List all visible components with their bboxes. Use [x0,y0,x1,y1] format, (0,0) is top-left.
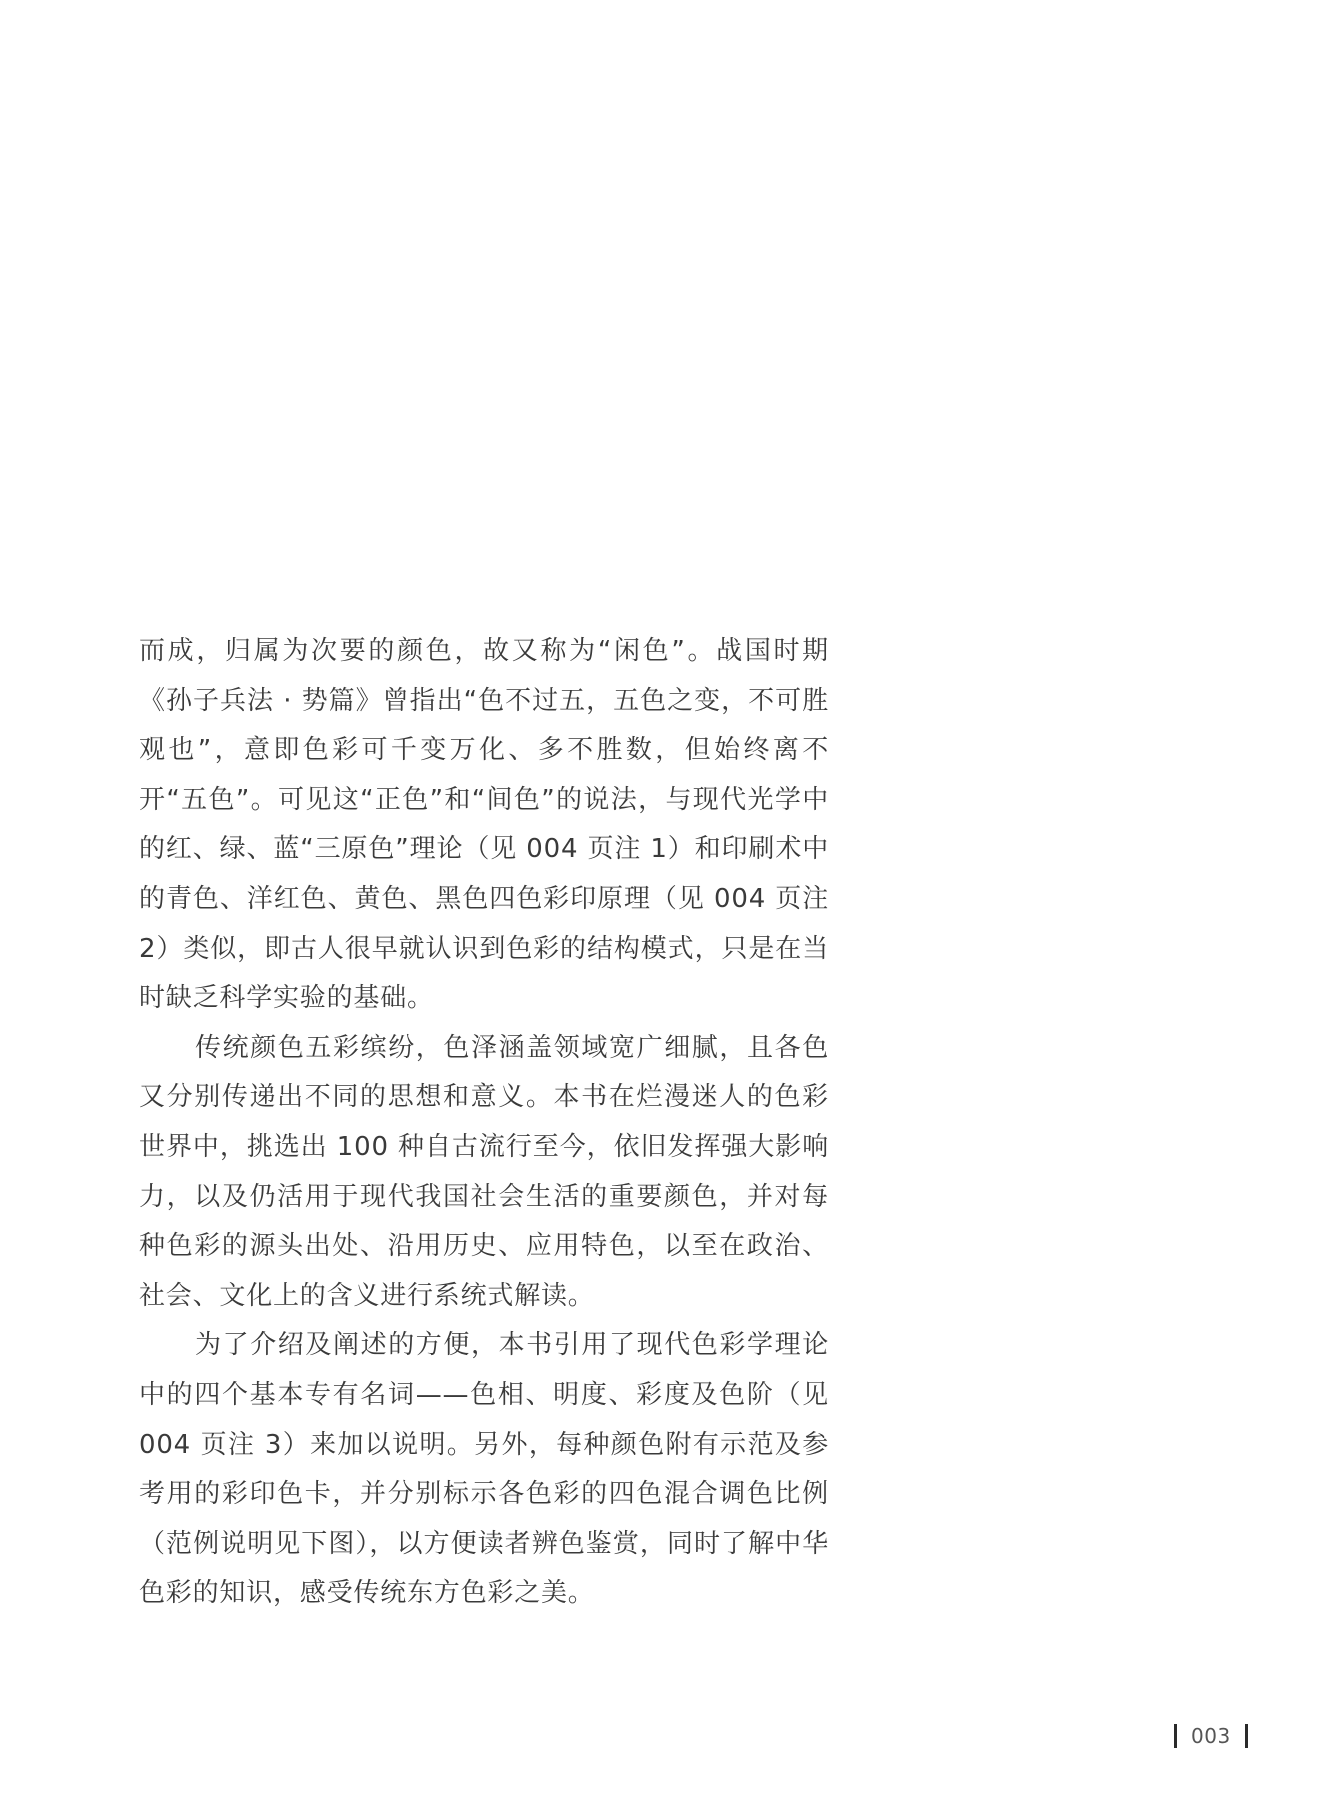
body-text [139,627,829,1619]
page-number-left-bar [1174,1724,1177,1748]
page-footer [1174,1722,1248,1750]
paragraph-traditional-colors: 传统颜色五彩缤纷，色泽涵盖领域宽广细腻，且各色又分别传递出不同的思想和意义。本书在烂漫迷人的色彩世界中，挑选出 100 种自古流行至今，依旧发挥强大影响力，以及仍活用于现代我国社会生活的重要颜色，并对每种色彩的源头出处、沿用历史、应用特色，以至在政治、社会、文化上的含义进行系统式解读。 [139,1032,829,1311]
paragraph-terminology: 为了介绍及阐述的方便，本书引用了现代色彩学理论中的四个基本专有名词——色相、明度、彩度及色阶（见 004 页注 3）来加以说明。另外，每种颜色附有示范及参考用的彩印色卡，并分别标示各色彩的四色混合调色比例（范例说明见下图），以方便读者辨色鉴赏，同时了解中华色彩的知识，感受传统东方色彩之美。 [139,1330,829,1609]
paragraph-continuation: 而成，归属为次要的颜色，故又称为“闲色”。战国时期《孙子兵法 · 势篇》曾指出“色不过五，五色之变，不可胜观也”，意即色彩可千变万化、多不胜数，但始终离不开“五色”。可见这“正色”和“间色”的说法，与现代光学中的红、绿、蓝“三原色”理论（见 004 页注 1）和印刷术中的青色、洋红色、黄色、黑色四色彩印原理（见 004 页注 2）类似，即古人很早就认识到色彩的结构模式，只是在当时缺乏科学实验的基础。 [139,636,829,1014]
page-number: 003 [1191,1724,1231,1748]
page-number-right-bar [1245,1724,1248,1748]
